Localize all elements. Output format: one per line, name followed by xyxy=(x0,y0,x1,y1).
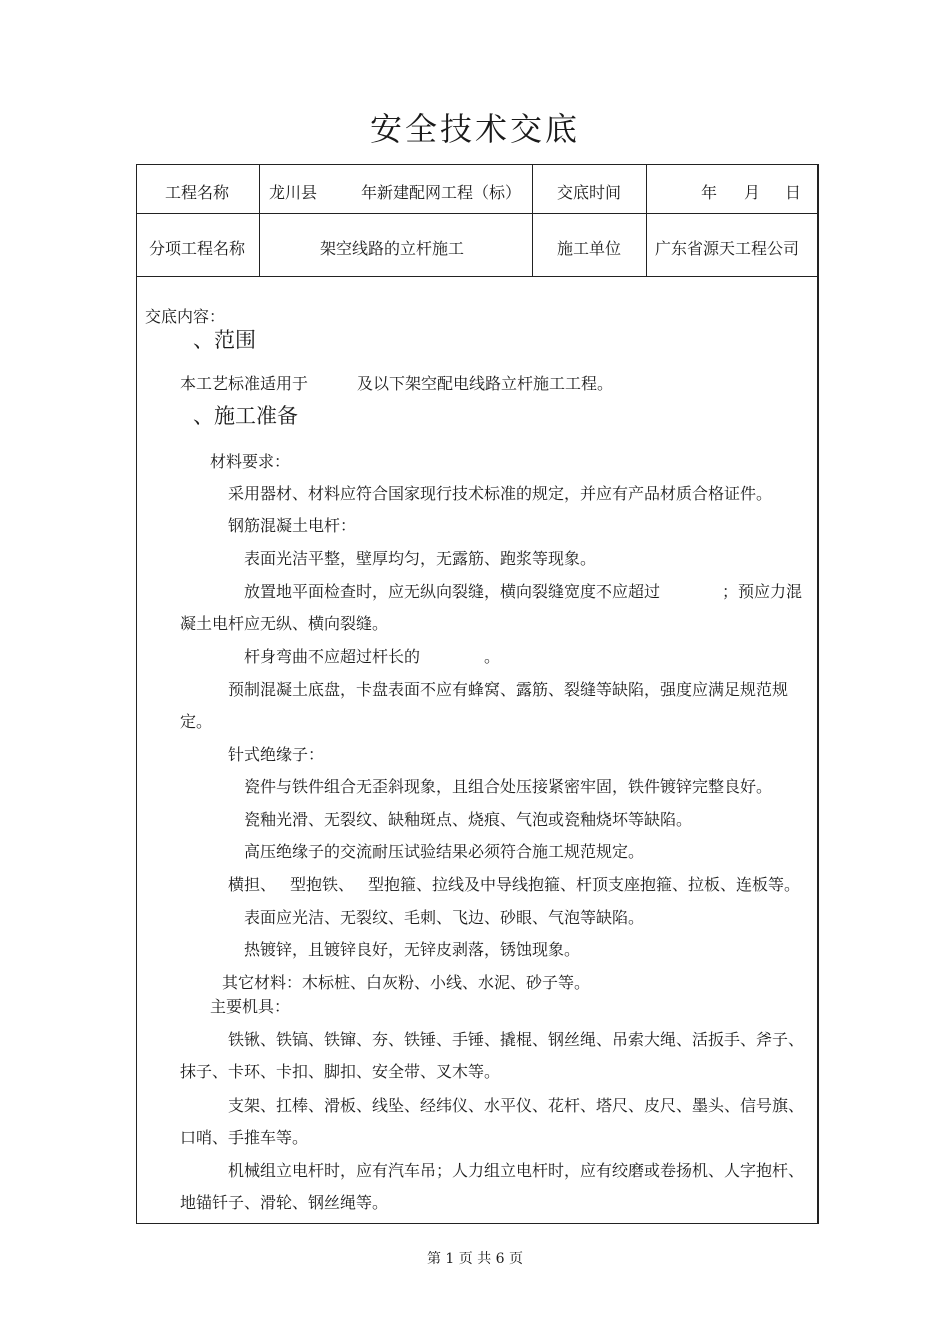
col-divider xyxy=(532,165,533,276)
subproject-label: 分项工程名称 xyxy=(149,239,246,258)
paragraph: 机械组立电杆时，应有汽车吊；人力组立电杆时，应有绞磨或卷扬机、人字抱杆、 xyxy=(228,1161,805,1180)
paragraph: 型抱铁、 xyxy=(290,875,355,894)
paragraph: 定。 xyxy=(180,712,213,731)
row-divider xyxy=(137,276,817,277)
content-intro: 交底内容： xyxy=(145,307,226,326)
paragraph: 热镀锌，且镀锌良好，无锌皮剥落，锈蚀现象。 xyxy=(244,940,581,959)
main-tools-heading: 主要机具： xyxy=(210,997,291,1016)
document-title: 安全技术交底 xyxy=(369,110,580,148)
paragraph: 支架、扛棒、滑板、线坠、经纬仪、水平仪、花杆、塔尺、皮尺、墨头、信号旗、 xyxy=(228,1096,805,1115)
paragraph: 表面应光洁、无裂纹、毛刺、飞边、砂眼、气泡等缺陷。 xyxy=(244,908,645,927)
paragraph: 采用器材、材料应符合国家现行技术标准的规定，并应有产品材质合格证件。 xyxy=(228,484,773,503)
footer-gong: 共 xyxy=(477,1251,492,1267)
col-divider xyxy=(259,165,260,276)
subproject-value: 架空线路的立杆施工 xyxy=(320,239,465,258)
unit-value: 广东省源天工程公司 xyxy=(655,239,800,258)
time-day: 日 xyxy=(785,183,802,202)
paragraph: 型抱箍、拉线及中导线抱箍、杆顶支座抱箍、拉板、连板等。 xyxy=(368,875,801,894)
paragraph: 地锚钎子、滑轮、钢丝绳等。 xyxy=(180,1193,389,1212)
paragraph: 预制混凝土底盘，卡盘表面不应有蜂窝、露筋、裂缝等缺陷，强度应满足规范规 xyxy=(228,680,789,699)
pin-insulator-heading: 针式绝缘子： xyxy=(228,745,325,764)
paragraph: 杆身弯曲不应超过杆长的 xyxy=(244,647,421,666)
paragraph: 表面光洁平整，壁厚均匀，无露筋、跑浆等现象。 xyxy=(244,549,597,568)
time-label: 交底时间 xyxy=(557,183,622,202)
paragraph: 铁锹、铁镐、铁镩、夯、铁锤、手锤、撬棍、钢丝绳、吊索大绳、活扳手、斧子、 xyxy=(228,1030,805,1049)
paragraph: 口哨、手推车等。 xyxy=(180,1128,309,1147)
project-name-value-a: 龙川县 xyxy=(269,183,318,202)
paragraph: 高压绝缘子的交流耐压试验结果必须符合施工规范规定。 xyxy=(244,842,645,861)
paragraph: 瓷件与铁件组合无歪斜现象，且组合处压接紧密牢固，铁件镀锌完整良好。 xyxy=(244,777,773,796)
paragraph: 其它材料：木标桩、白灰粉、小线、水泥、砂子等。 xyxy=(222,973,591,992)
rebar-pole-heading: 钢筋混凝土电杆： xyxy=(228,516,357,535)
footer-ye: 页 xyxy=(458,1251,473,1267)
paragraph: 放置地平面检查时，应无纵向裂缝，横向裂缝宽度不应超过 xyxy=(244,582,661,601)
page-number: 1 xyxy=(445,1251,455,1267)
paragraph: 抹子、卡环、卡扣、脚扣、安全带、叉木等。 xyxy=(180,1062,501,1081)
time-year: 年 xyxy=(701,183,718,202)
footer-ye: 页 xyxy=(509,1251,524,1267)
time-month: 月 xyxy=(744,183,761,202)
paragraph: 凝土电杆应无纵、横向裂缝。 xyxy=(180,614,389,633)
section-heading-scope: 、范围 xyxy=(193,328,256,352)
paragraph: ；预应力混 xyxy=(722,582,803,601)
project-name-value-b: 年新建配网工程（ xyxy=(361,183,490,202)
page-footer xyxy=(0,1248,950,1268)
material-req-heading: 材料要求： xyxy=(210,452,291,471)
footer-di: 第 xyxy=(426,1251,441,1267)
paragraph: 横担、 xyxy=(228,875,277,894)
scope-text-cont: 及以下架空配电线路立杆施工工程。 xyxy=(357,374,614,393)
section-heading-prep: 、施工准备 xyxy=(193,404,298,428)
row-divider xyxy=(137,213,817,214)
paragraph: 瓷釉光滑、无裂纹、缺釉斑点、烧痕、气泡或瓷釉烧坏等缺陷。 xyxy=(244,810,693,829)
project-name-value-c: 标） xyxy=(489,183,522,202)
project-name-label: 工程名称 xyxy=(165,183,230,202)
paragraph: 。 xyxy=(484,647,501,666)
col-divider xyxy=(646,165,647,276)
scope-text: 本工艺标准适用于 xyxy=(180,374,309,393)
unit-label: 施工单位 xyxy=(557,239,622,258)
page-total: 6 xyxy=(495,1251,505,1267)
